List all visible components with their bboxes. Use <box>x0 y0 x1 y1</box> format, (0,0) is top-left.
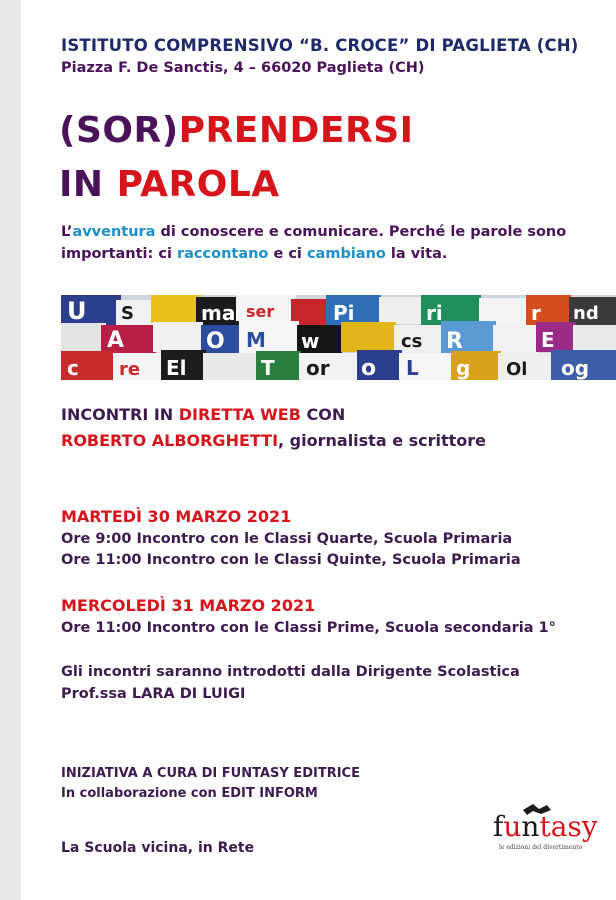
svg-text:S: S <box>121 303 134 324</box>
intro-word-avventura: avventura <box>72 224 156 240</box>
logo-subtitle: le edizioni del divertimento <box>499 844 583 851</box>
svg-text:c: c <box>67 356 79 380</box>
svg-text:L: L <box>406 356 419 380</box>
logo-letter-u: u <box>503 810 522 843</box>
logo-wordmark <box>493 812 598 842</box>
svg-text:o: o <box>361 356 377 380</box>
meetings-prefix: INCONTRI IN <box>61 405 179 424</box>
svg-text:re: re <box>119 359 141 380</box>
meetings-heading <box>61 405 345 424</box>
svg-text:M: M <box>246 328 266 352</box>
intro-seg-2: di conoscere e comunicare. Perché le parole sono importanti: ci <box>61 224 567 262</box>
svg-text:O: O <box>206 329 225 354</box>
author-name: ROBERTO ALBORGHETTI <box>61 431 279 450</box>
title-line-1 <box>59 110 414 151</box>
svg-text:R: R <box>446 329 463 354</box>
intro-seg-4: la vita. <box>385 246 448 262</box>
svg-text:U: U <box>67 297 87 325</box>
svg-text:w: w <box>301 329 320 353</box>
logo-letter-n: n <box>521 810 540 843</box>
svg-text:T: T <box>261 356 275 380</box>
footer-tagline: La Scuola vicina, in Rete <box>61 840 255 856</box>
schedule-line: Ore 11:00 Incontro con le Classi Quinte, Scuola Primaria <box>61 552 521 568</box>
logo-letters-tasy: tasy <box>539 810 598 843</box>
title-parola: PAROLA <box>116 164 280 205</box>
svg-text:ser: ser <box>246 302 275 321</box>
author-role: , giornalista e scrittore <box>278 431 487 450</box>
schedule-date-1: MARTEDÌ 30 MARZO 2021 <box>61 507 292 526</box>
poster <box>21 0 616 900</box>
svg-text:og: og <box>561 356 590 380</box>
svg-text:A: A <box>107 328 125 353</box>
school-name: ISTITUTO COMPRENSIVO “B. CROCE” DI PAGLIETA (CH) <box>61 36 579 55</box>
initiative-line-2: In collaborazione con EDIT INFORM <box>61 786 318 801</box>
school-address: Piazza F. De Sanctis, 4 – 66020 Paglieta (CH) <box>61 60 425 76</box>
logo-letter-f: f <box>493 810 504 843</box>
intro-seg-1: L’ <box>61 224 73 240</box>
initiative-line-1: INIZIATIVA A CURA DI FUNTASY EDITRICE <box>61 766 360 781</box>
svg-text:E: E <box>541 328 555 352</box>
svg-text:nd: nd <box>573 303 599 324</box>
schedule-date-2: MERCOLEDÌ 31 MARZO 2021 <box>61 596 316 615</box>
title-line-2 <box>59 164 280 205</box>
title-prendersi: PRENDERSI <box>178 110 414 151</box>
funtasy-logo <box>489 800 604 856</box>
title-in: IN <box>59 164 117 205</box>
intro-text <box>61 221 591 265</box>
intro-word-raccontano: raccontano <box>176 246 269 262</box>
author-line <box>61 431 486 450</box>
intro-note-line-1: Gli incontri saranno introdotti dalla Dirigente Scolastica <box>61 664 520 680</box>
svg-text:g: g <box>456 356 471 380</box>
meetings-web: DIRETTA WEB <box>178 405 301 424</box>
svg-text:r: r <box>531 301 541 325</box>
svg-text:Ol: Ol <box>506 359 528 380</box>
title-paren: (SOR) <box>59 110 179 151</box>
svg-text:ma: ma <box>201 301 236 325</box>
schedule-line: Ore 9:00 Incontro con le Classi Quarte, Scuola Primaria <box>61 531 513 547</box>
svg-text:ri: ri <box>426 301 443 325</box>
word-collage-image <box>61 295 616 380</box>
meetings-suffix: CON <box>300 405 346 424</box>
svg-text:or: or <box>306 356 330 380</box>
intro-seg-3: e ci <box>268 246 307 262</box>
svg-text:cs: cs <box>401 331 423 352</box>
schedule-line: Ore 11:00 Incontro con le Classi Prime, Scuola secondaria 1° <box>61 620 556 636</box>
svg-text:El: El <box>166 356 187 380</box>
intro-word-cambiano: cambiano <box>306 246 386 262</box>
svg-text:Pi: Pi <box>333 301 355 325</box>
intro-note-line-2: Prof.ssa LARA DI LUIGI <box>61 686 246 702</box>
